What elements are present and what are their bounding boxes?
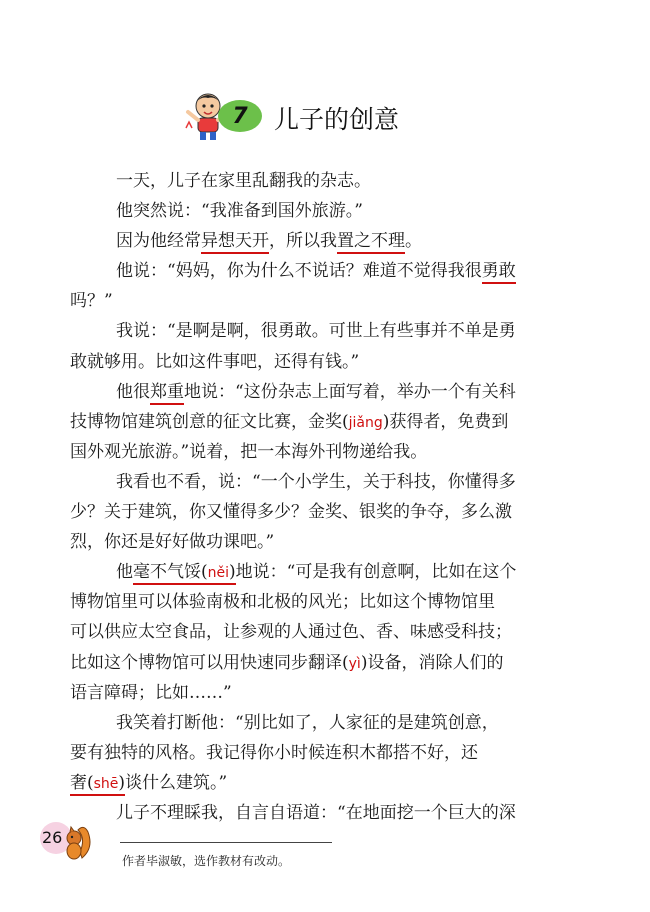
paragraph-4-cont: 吗？” (70, 291, 113, 312)
underlined-word: 毫不气馁(něi) (133, 562, 236, 585)
paragraph-5: 我说：“是啊是啊，很勇敢。可世上有些事并不单是勇 (116, 321, 516, 342)
paragraph-8-cont: 可以供应太空食品，让参观的人通过色、香、味感受科技； (70, 622, 512, 643)
paragraph-9-cont: 奢(shē)谈什么建筑。” (70, 768, 550, 798)
underlined-word: 奢(shē) (70, 773, 125, 796)
paragraph-2: 他突然说：“我准备到国外旅游。” (116, 201, 363, 222)
paragraph-10: 儿子不理睬我，自言自语道：“在地面挖一个巨大的深 (116, 802, 516, 823)
paragraph-6-cont: 技博物馆建筑创意的征文比赛，金奖(jiǎng)获得者，免费到 (70, 411, 509, 432)
article-body (70, 166, 550, 828)
paragraph-3: 因为他经常异想天开，所以我置之不理。 (70, 226, 550, 256)
pinyin: jiǎng (348, 414, 383, 431)
lesson-title: 儿子的创意 (274, 105, 400, 134)
paragraph-7-cont: 少？关于建筑，你又懂得多少？金奖、银奖的争夺，多么激 (70, 502, 512, 523)
underlined-word: 置之不理 (337, 231, 405, 254)
lesson-header (182, 88, 442, 142)
footnote: 作者毕淑敏，选作教材有改动。 (122, 854, 291, 868)
underlined-word: 郑重 (150, 382, 184, 405)
paragraph-6: 他很郑重地说：“这份杂志上面写着，举办一个有关科 (70, 377, 550, 407)
paragraph-5-cont: 敢就够用。比如这件事吧，还得有钱。” (70, 351, 360, 372)
page-number-badge (40, 818, 84, 862)
lesson-number: 7 (232, 103, 248, 129)
paragraph-8: 他毫不气馁(něi)地说：“可是我有创意啊，比如在这个 (70, 557, 550, 587)
paragraph-8-cont: 博物馆里可以体验南极和北极的风光；比如这个博物馆里 (70, 592, 495, 613)
paragraph-9-cont: 要有独特的风格。我记得你小时候连积木都搭不好，还 (70, 742, 478, 763)
paragraph-8-cont: 比如这个博物馆可以用快速同步翻译(yì)设备，消除人们的 (70, 652, 504, 673)
underlined-word: 异想天开 (201, 231, 269, 254)
pinyin: něi (207, 565, 230, 582)
paragraph-4: 他说：“妈妈，你为什么不说话？难道不觉得我很勇敢 (70, 256, 550, 286)
page-number: 26 (42, 828, 63, 847)
paragraph-6-cont: 国外观光旅游。”说着，把一本海外刊物递给我。 (70, 441, 428, 462)
paragraph-8-cont: 语言障碍；比如……” (70, 682, 232, 703)
paragraph-1: 一天，儿子在家里乱翻我的杂志。 (116, 171, 371, 191)
paragraph-7-cont: 烈，你还是好好做功课吧。” (70, 532, 275, 553)
footnote-rule (120, 842, 332, 843)
squirrel-icon (62, 818, 94, 862)
paragraph-7: 我看也不看，说：“一个小学生，关于科技，你懂得多 (116, 471, 516, 492)
pinyin: shē (93, 775, 119, 792)
paragraph-9: 我笑着打断他：“别比如了，人家征的是建筑创意， (116, 712, 499, 733)
lesson-number-badge (218, 100, 262, 132)
underlined-word: 勇敢 (482, 261, 516, 284)
pinyin: yì (348, 655, 361, 672)
